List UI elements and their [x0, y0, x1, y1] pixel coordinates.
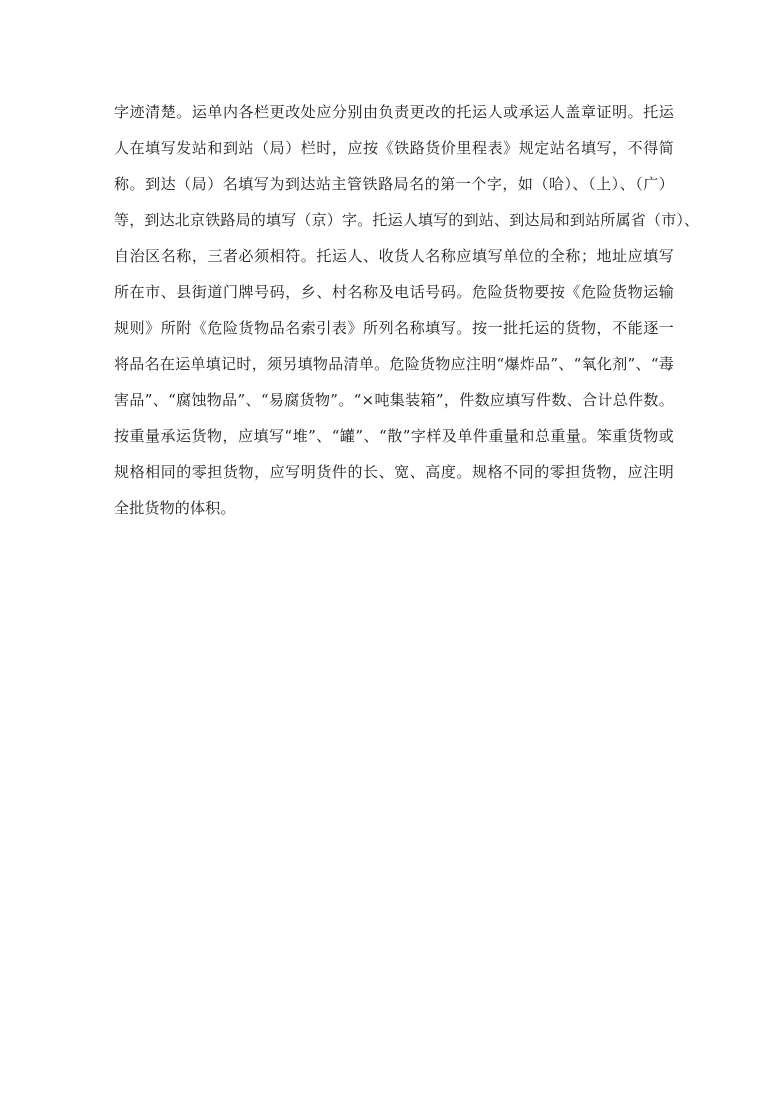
paragraph-line-8: 将品名在运单填记时，须另填物品清单。危险货物应注明“爆炸品”、“氧化剂”、“毒 — [114, 355, 674, 373]
paragraph-line-7: 规则》所附《危险货物品名索引表》所列名称填写。按一批托运的货物，不能逐一 — [114, 319, 674, 337]
paragraph-line-4: 等，到达北京铁路局的填写（京）字。托运人填写的到站、到达局和到站所属省（市）、 — [114, 211, 700, 229]
paragraph-line-2: 人在填写发站和到站（局）栏时，应按《铁路货价里程表》规定站名填写，不得简 — [114, 139, 674, 157]
paragraph-line-5: 自治区名称，三者必须相符。托运人、收货人名称应填写单位的全称；地址应填写 — [114, 247, 674, 265]
paragraph-line-11: 规格相同的零担货物，应写明货件的长、宽、高度。规格不同的零担货物，应注明 — [114, 463, 674, 481]
paragraph-line-9: 害品”、“腐蚀物品”、“易腐货物”。“×吨集装箱”，件数应填写件数、合计总件数。 — [114, 391, 674, 409]
paragraph-line-3: 称。到达（局）名填写为到达站主管铁路局名的第一个字，如（哈）、（上）、（广） — [114, 175, 674, 193]
body-paragraph — [114, 94, 700, 526]
paragraph-line-10: 按重量承运货物，应填写“堆”、“罐”、“散”字样及单件重量和总重量。笨重货物或 — [114, 427, 674, 445]
paragraph-line-1: 字迹清楚。运单内各栏更改处应分别由负责更改的托运人或承运人盖章证明。托运 — [114, 103, 674, 121]
paragraph-line-12: 全批货物的体积。 — [114, 499, 236, 517]
paragraph-line-6: 所在市、县街道门牌号码，乡、村名称及电话号码。危险货物要按《危险货物运输 — [114, 283, 674, 301]
